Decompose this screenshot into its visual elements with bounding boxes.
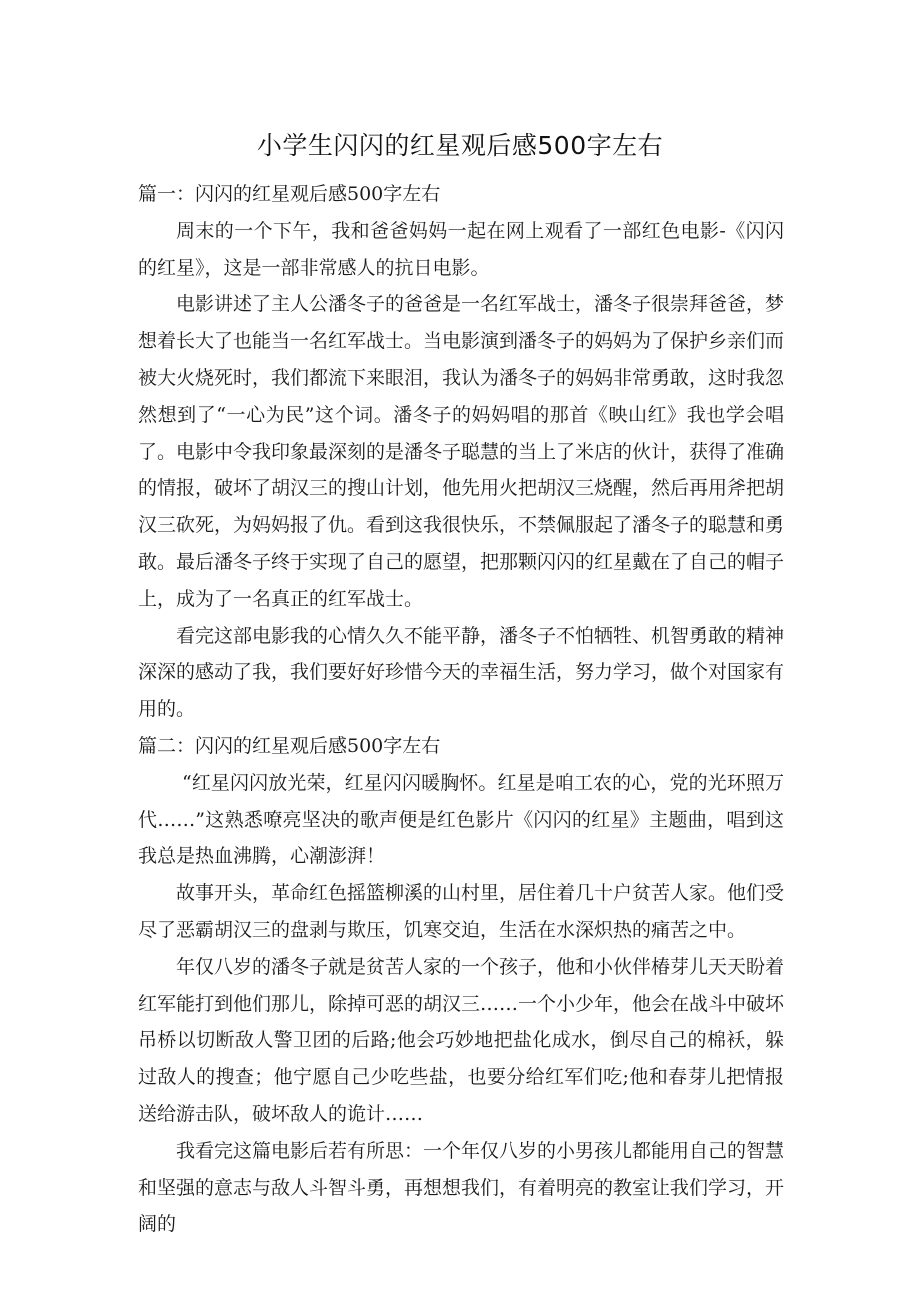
document-body [138,176,784,1243]
paragraph-1-2: 电影讲述了主人公潘冬子的爸爸是一名红军战士，潘冬子很崇拜爸爸，梦想着长大了也能当一名红军战士。当电影演到潘冬子的妈妈为了保护乡亲们而被大火烧死时，我们都流下来眼泪，我认为潘冬子的妈妈非常勇敢，这时我忽然想到了“一心为民”这个词。潘冬子的妈妈唱的那首《映山红》我也学会唱了。电影中令我印象最深刻的是潘冬子聪慧的当上了米店的伙计，获得了准确的情报，破坏了胡汉三的搜山计划，他先用火把胡汉三烧醒，然后再用斧把胡汉三砍死，为妈妈报了仇。看到这我很快乐，不禁佩服起了潘冬子的聪慧和勇敢。最后潘冬子终于实现了自己的愿望，把那颗闪闪的红星戴在了自己的帽子上，成为了一名真正的红军战士。 [138,293,785,610]
paragraph-1-1: 周末的一个下午，我和爸爸妈妈一起在网上观看了一部红色电影-《闪闪的红星》，这是一部非常感人的抗日电影。 [138,219,784,279]
paragraph-2-1: “红星闪闪放光荣，红星闪闪暖胸怀。红星是咱工农的心，党的光环照万代……”这熟悉嘹亮坚决的歌声便是红色影片《闪闪的红星》主题曲，唱到这我总是热血沸腾，心潮澎湃！ [138,771,784,868]
section-heading-2: 篇二：闪闪的红星观后感500字左右 [138,734,441,757]
paragraph-2-2: 故事开头，革命红色摇篮柳溪的山村里，居住着几十户贫苦人家。他们受尽了恶霸胡汉三的盘剥与欺压，饥寒交迫，生活在水深炽热的痛苦之中。 [138,882,785,941]
section-heading-1: 篇一：闪闪的红星观后感500字左右 [138,183,441,205]
document-title: 小学生闪闪的红星观后感500字左右 [256,131,664,160]
paragraph-1-3: 看完这部电影我的心情久久不能平静，潘冬子不怕牺牲、机智勇敢的精神深深的感动了我，我们要好好珍惜今天的幸福生活，努力学习，做个对国家有用的。 [138,624,785,721]
paragraph-2-3: 年仅八岁的潘冬子就是贫苦人家的一个孩子，他和小伙伴椿芽儿天天盼着红军能打到他们那儿，除掉可恶的胡汉三……一个小少年，他会在战斗中破坏吊桥以切断敌人警卫团的后路;他会巧妙地把盐化成水，倒尽自己的棉袄，躲过敌人的搜查；他宁愿自己少吃些盐，也要分给红军们吃;他和春芽儿把情报送给游击队，破坏敌人的诡计…… [138,955,785,1125]
paragraph-2-4: 我看完这篇电影后若有所思：一个年仅八岁的小男孩儿都能用自己的智慧和坚强的意志与敌人斗智斗勇，再想想我们，有着明亮的教室让我们学习，开阔的 [138,1139,785,1236]
